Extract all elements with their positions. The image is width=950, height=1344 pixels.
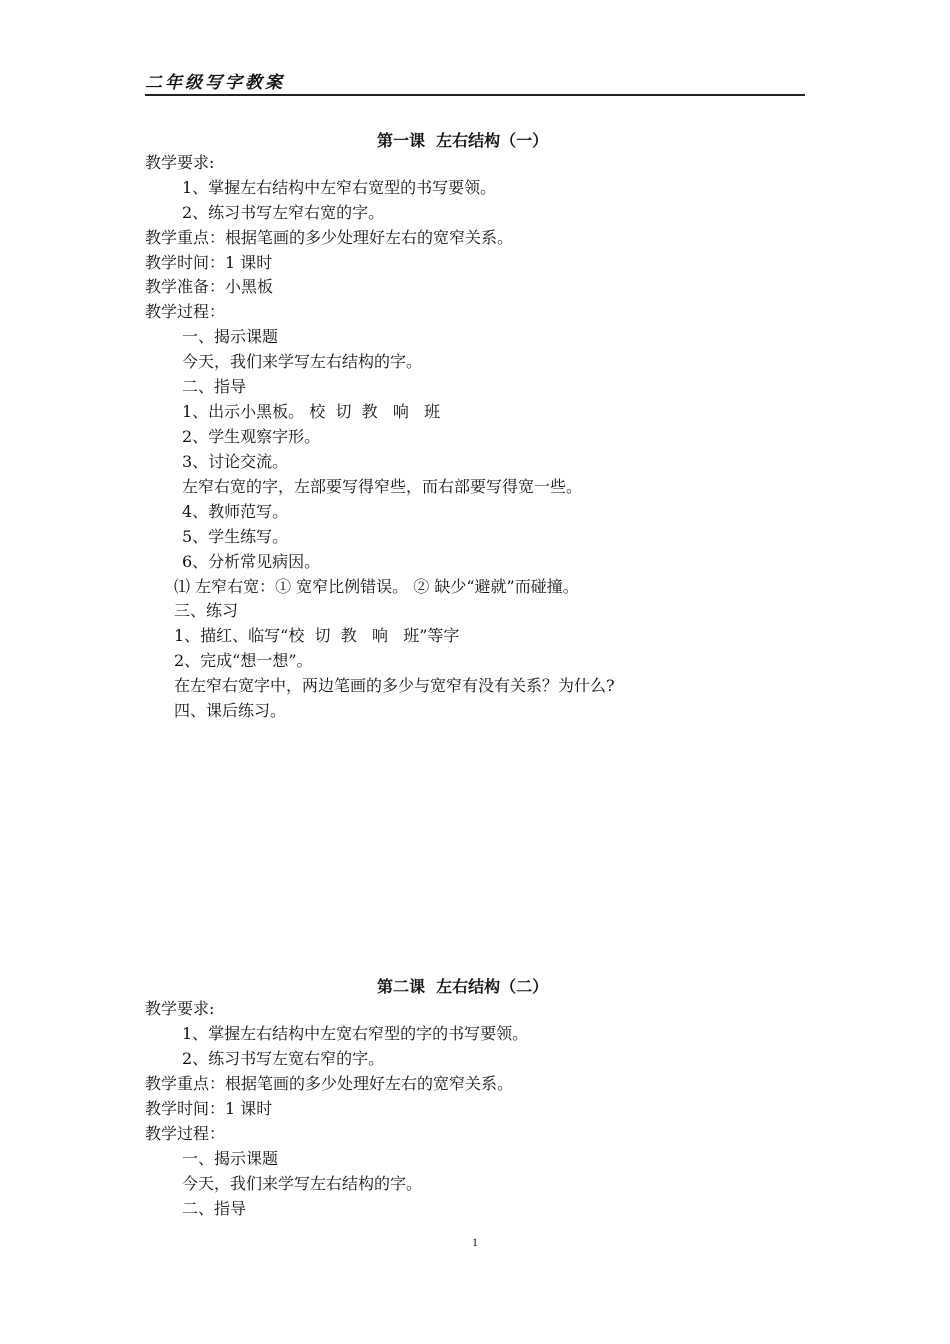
lesson1-line: 教学重点：根据笔画的多少处理好左右的宽窄关系。 (145, 228, 514, 247)
lesson2-line: 今天，我们来学写左右结构的字。 (182, 1174, 423, 1193)
lesson1-line: 6、分析常见病因。 (182, 552, 321, 571)
header-title: 二年级写字教案 (145, 73, 285, 93)
lesson1-line: 在左窄右宽字中，两边笔画的多少与宽窄有没有关系？为什么? (174, 676, 615, 695)
lesson2-title: 第二课 左右结构（二） (377, 977, 549, 996)
lesson1-line: 1、掌握左右结构中左窄右宽型的书写要领。 (182, 178, 497, 197)
page-number: 1 (472, 1235, 478, 1249)
lesson1-line: 2、练习书写左窄右宽的字。 (182, 203, 385, 222)
lesson1-line: 教学要求: (145, 153, 215, 172)
lesson2-line: 2、练习书写左宽右窄的字。 (182, 1049, 385, 1068)
lesson1-line: 2、完成“想一想”。 (174, 651, 313, 670)
lesson1-line: 教学过程： (145, 302, 226, 321)
lesson2-line: 教学过程： (145, 1124, 226, 1143)
lesson2-line: 1、掌握左右结构中左宽右窄型的字的书写要领。 (182, 1024, 529, 1043)
lesson1-line: 今天，我们来学写左右结构的字。 (182, 352, 423, 371)
lesson1-line: 一、揭示课题 (182, 327, 279, 346)
lesson1-line: ⑴ 左窄右宽：① 宽窄比例错误。 ② 缺少“避就”而碰撞。 (174, 577, 579, 596)
lesson1-line: 二、指导 (182, 377, 247, 396)
lesson1-line: 三、练习 (174, 601, 239, 620)
lesson1-line: 教学准备：小黑板 (145, 277, 274, 296)
lesson1-line: 1、出示小黑板。 校 切 教 响 班 (182, 402, 441, 421)
lesson1-line: 教学时间：1 课时 (145, 253, 273, 272)
lesson1-line: 左窄右宽的字，左部要写得窄些，而右部要写得宽一些。 (182, 477, 583, 496)
lesson1-title: 第一课 左右结构（一） (377, 131, 549, 150)
lesson2-line: 二、指导 (182, 1199, 247, 1218)
lesson1-line: 3、讨论交流。 (182, 452, 289, 471)
lesson2-line: 教学时间：1 课时 (145, 1099, 273, 1118)
lesson2-line: 教学要求: (145, 999, 215, 1018)
lesson1-line: 四、课后练习。 (174, 701, 287, 720)
lesson1-line: 1、描红、临写“校 切 教 响 班”等字 (174, 626, 460, 645)
lesson2-line: 教学重点：根据笔画的多少处理好左右的宽窄关系。 (145, 1074, 514, 1093)
lesson1-line: 4、教师范写。 (182, 502, 289, 521)
lesson1-line: 5、学生练写。 (182, 527, 289, 546)
lesson2-line: 一、揭示课题 (182, 1149, 279, 1168)
lesson1-line: 2、学生观察字形。 (182, 427, 321, 446)
page-header (145, 66, 805, 96)
